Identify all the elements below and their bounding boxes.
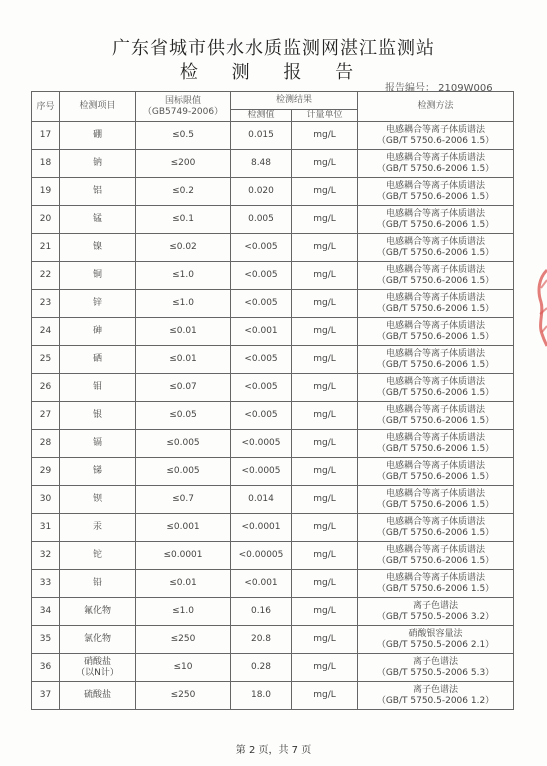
cell-method-standard: （GB/T 5750.6-2006 1.5） xyxy=(376,527,495,538)
cell-method-standard: （GB/T 5750.5-2006 5.3） xyxy=(376,667,495,678)
cell-method-name: 离子色谱法 xyxy=(413,656,459,667)
cell-limit: ≤250 xyxy=(136,626,231,654)
cell-seq: 21 xyxy=(32,234,60,262)
cell-value: 20.8 xyxy=(231,626,292,654)
table-row xyxy=(32,682,514,710)
cell-seq: 37 xyxy=(32,682,60,710)
cell-unit: mg/L xyxy=(292,290,358,318)
cell-limit: ≤0.01 xyxy=(136,570,231,598)
cell-item-name: 镍 xyxy=(92,242,102,252)
cell-limit: ≤0.001 xyxy=(136,514,231,542)
header-result: 检测结果 xyxy=(231,92,358,110)
cell-limit: ≤0.2 xyxy=(136,178,231,206)
cell-method xyxy=(358,346,514,374)
cell-value: <0.005 xyxy=(231,346,292,374)
table-row xyxy=(32,514,514,542)
cell-seq: 34 xyxy=(32,598,60,626)
cell-method-name: 电感耦合等离子体质谱法 xyxy=(386,236,486,247)
cell-method-name: 电感耦合等离子体质谱法 xyxy=(386,208,486,219)
cell-seq: 27 xyxy=(32,402,60,430)
cell-item-name: 银 xyxy=(92,410,102,420)
cell-method-standard: （GB/T 5750.6-2006 1.5） xyxy=(376,415,495,426)
cell-item-name: 铊 xyxy=(92,550,102,560)
cell-item xyxy=(60,290,136,318)
header-item: 检测项目 xyxy=(60,92,136,122)
cell-item-name: 铜 xyxy=(92,270,102,280)
cell-item-name: 钼 xyxy=(92,382,102,392)
cell-seq: 32 xyxy=(32,542,60,570)
cell-unit: mg/L xyxy=(292,514,358,542)
cell-value: <0.0005 xyxy=(231,458,292,486)
cell-item xyxy=(60,206,136,234)
cell-method-name: 电感耦合等离子体质谱法 xyxy=(386,348,486,359)
cell-unit: mg/L xyxy=(292,626,358,654)
cell-method-standard: （GB/T 5750.6-2006 1.5） xyxy=(376,191,495,202)
cell-method xyxy=(358,178,514,206)
cell-seq: 22 xyxy=(32,262,60,290)
cell-method-name: 电感耦合等离子体质谱法 xyxy=(386,180,486,191)
cell-method-name: 离子色谱法 xyxy=(413,600,459,611)
cell-seq: 33 xyxy=(32,570,60,598)
cell-item-name: 镉 xyxy=(92,438,102,448)
cell-item xyxy=(60,346,136,374)
cell-limit: ≤250 xyxy=(136,682,231,710)
cell-item xyxy=(60,486,136,514)
table-row xyxy=(32,598,514,626)
cell-item xyxy=(60,150,136,178)
cell-unit: mg/L xyxy=(292,402,358,430)
cell-value: <0.0005 xyxy=(231,430,292,458)
cell-value: 18.0 xyxy=(231,682,292,710)
cell-method-standard: （GB/T 5750.6-2006 1.5） xyxy=(376,275,495,286)
cell-item-name: 汞 xyxy=(92,522,102,532)
cell-unit: mg/L xyxy=(292,150,358,178)
cell-value: <0.0001 xyxy=(231,514,292,542)
cell-item-name: 铝 xyxy=(92,186,102,196)
results-table xyxy=(31,91,514,710)
cell-limit: ≤0.01 xyxy=(136,346,231,374)
cell-method-standard: （GB/T 5750.6-2006 1.5） xyxy=(376,303,495,314)
cell-method-standard: （GB/T 5750.6-2006 1.5） xyxy=(376,135,495,146)
organization-name: 广东省城市供水水质监测网湛江监测站 xyxy=(112,38,435,59)
report-number: 报告编号： 2109W006 xyxy=(385,83,493,94)
cell-method-name: 电感耦合等离子体质谱法 xyxy=(386,264,486,275)
header-limit xyxy=(136,92,231,122)
report-title: 检 测 报 告 xyxy=(179,62,368,83)
table-row xyxy=(32,262,514,290)
cell-item xyxy=(60,402,136,430)
cell-item-name: 砷 xyxy=(92,326,102,336)
table-row xyxy=(32,458,514,486)
cell-item xyxy=(60,318,136,346)
header-value: 检测值 xyxy=(231,110,292,122)
cell-seq: 26 xyxy=(32,374,60,402)
cell-method-name: 电感耦合等离子体质谱法 xyxy=(386,320,486,331)
table-row xyxy=(32,206,514,234)
cell-item-note: （以N计） xyxy=(76,667,119,678)
cell-item xyxy=(60,598,136,626)
cell-value: 0.28 xyxy=(231,654,292,682)
cell-limit: ≤1.0 xyxy=(136,598,231,626)
cell-unit: mg/L xyxy=(292,206,358,234)
cell-method-standard: （GB/T 5750.6-2006 1.5） xyxy=(376,219,495,230)
cell-unit: mg/L xyxy=(292,234,358,262)
cell-method-name: 电感耦合等离子体质谱法 xyxy=(386,516,486,527)
cell-method xyxy=(358,262,514,290)
cell-value: 0.015 xyxy=(231,122,292,150)
cell-value: <0.001 xyxy=(231,318,292,346)
cell-seq: 18 xyxy=(32,150,60,178)
cell-item-name: 硝酸盐 xyxy=(83,656,111,667)
cell-limit: ≤0.02 xyxy=(136,234,231,262)
cell-item xyxy=(60,682,136,710)
cell-item xyxy=(60,178,136,206)
cell-limit: ≤0.07 xyxy=(136,374,231,402)
cell-seq: 28 xyxy=(32,430,60,458)
cell-method-standard: （GB/T 5750.6-2006 1.5） xyxy=(376,583,495,594)
cell-item-name: 锑 xyxy=(92,466,102,476)
seal-stamp-edge xyxy=(533,268,547,348)
cell-method-name: 电感耦合等离子体质谱法 xyxy=(386,292,486,303)
cell-method-name: 电感耦合等离子体质谱法 xyxy=(386,124,486,135)
cell-item-name: 氟化物 xyxy=(83,606,111,616)
cell-method xyxy=(358,402,514,430)
cell-limit: ≤0.1 xyxy=(136,206,231,234)
table-row xyxy=(32,486,514,514)
cell-value: <0.005 xyxy=(231,402,292,430)
cell-value: <0.005 xyxy=(231,234,292,262)
cell-method xyxy=(358,486,514,514)
cell-seq: 24 xyxy=(32,318,60,346)
cell-item xyxy=(60,374,136,402)
cell-method xyxy=(358,626,514,654)
cell-item xyxy=(60,514,136,542)
cell-unit: mg/L xyxy=(292,458,358,486)
cell-value: 0.014 xyxy=(231,486,292,514)
cell-limit: ≤0.005 xyxy=(136,458,231,486)
cell-method xyxy=(358,682,514,710)
cell-unit: mg/L xyxy=(292,598,358,626)
cell-method-standard: （GB/T 5750.6-2006 1.5） xyxy=(376,555,495,566)
table-row xyxy=(32,402,514,430)
cell-item xyxy=(60,626,136,654)
cell-value: 0.16 xyxy=(231,598,292,626)
table-row xyxy=(32,430,514,458)
cell-limit: ≤1.0 xyxy=(136,290,231,318)
cell-method xyxy=(358,206,514,234)
cell-unit: mg/L xyxy=(292,318,358,346)
cell-unit: mg/L xyxy=(292,682,358,710)
cell-limit: ≤0.5 xyxy=(136,122,231,150)
table-row xyxy=(32,654,514,682)
cell-unit: mg/L xyxy=(292,122,358,150)
cell-item-name: 锰 xyxy=(92,214,102,224)
cell-method xyxy=(358,290,514,318)
cell-method xyxy=(358,598,514,626)
cell-limit: ≤1.0 xyxy=(136,262,231,290)
cell-method-name: 电感耦合等离子体质谱法 xyxy=(386,544,486,555)
cell-value: <0.005 xyxy=(231,262,292,290)
cell-method-name: 电感耦合等离子体质谱法 xyxy=(386,376,486,387)
cell-item-name: 硒 xyxy=(92,354,102,364)
cell-item-name: 硼 xyxy=(92,130,102,140)
cell-seq: 23 xyxy=(32,290,60,318)
cell-method-name: 电感耦合等离子体质谱法 xyxy=(386,488,486,499)
cell-method xyxy=(358,234,514,262)
cell-method xyxy=(358,542,514,570)
cell-seq: 19 xyxy=(32,178,60,206)
header-unit: 计量单位 xyxy=(292,110,358,122)
cell-unit: mg/L xyxy=(292,486,358,514)
cell-seq: 30 xyxy=(32,486,60,514)
cell-method-standard: （GB/T 5750.6-2006 1.5） xyxy=(376,443,495,454)
cell-method xyxy=(358,570,514,598)
cell-limit: ≤0.7 xyxy=(136,486,231,514)
cell-limit: ≤200 xyxy=(136,150,231,178)
cell-unit: mg/L xyxy=(292,654,358,682)
cell-seq: 17 xyxy=(32,122,60,150)
table-row xyxy=(32,318,514,346)
header-limit-bottom: （GB5749-2006） xyxy=(142,106,224,117)
cell-seq: 31 xyxy=(32,514,60,542)
cell-method-standard: （GB/T 5750.6-2006 1.5） xyxy=(376,471,495,482)
cell-unit: mg/L xyxy=(292,542,358,570)
table-row xyxy=(32,626,514,654)
cell-item xyxy=(60,430,136,458)
cell-method xyxy=(358,150,514,178)
cell-method-standard: （GB/T 5750.6-2006 1.5） xyxy=(376,331,495,342)
cell-method xyxy=(358,458,514,486)
cell-method-name: 电感耦合等离子体质谱法 xyxy=(386,152,486,163)
cell-method-standard: （GB/T 5750.5-2006 2.1） xyxy=(376,639,495,650)
cell-value: <0.001 xyxy=(231,570,292,598)
cell-value: 0.005 xyxy=(231,206,292,234)
cell-limit: ≤0.01 xyxy=(136,318,231,346)
cell-value: <0.005 xyxy=(231,290,292,318)
cell-item-name: 氯化物 xyxy=(83,634,111,644)
cell-method-standard: （GB/T 5750.6-2006 1.5） xyxy=(376,247,495,258)
cell-item-name: 锌 xyxy=(92,298,102,308)
cell-method-name: 电感耦合等离子体质谱法 xyxy=(386,404,486,415)
cell-method xyxy=(358,514,514,542)
header-seq: 序号 xyxy=(32,92,60,122)
cell-method-name: 电感耦合等离子体质谱法 xyxy=(386,572,486,583)
cell-seq: 29 xyxy=(32,458,60,486)
cell-item xyxy=(60,262,136,290)
cell-method-name: 电感耦合等离子体质谱法 xyxy=(386,432,486,443)
cell-method-name: 电感耦合等离子体质谱法 xyxy=(386,460,486,471)
cell-unit: mg/L xyxy=(292,374,358,402)
cell-item-name: 钡 xyxy=(92,494,102,504)
cell-method-standard: （GB/T 5750.5-2006 3.2） xyxy=(376,611,495,622)
cell-method-name: 离子色谱法 xyxy=(413,684,459,695)
table-row xyxy=(32,290,514,318)
header-limit-top: 国标限值 xyxy=(164,95,201,106)
cell-unit: mg/L xyxy=(292,570,358,598)
cell-method-standard: （GB/T 5750.5-2006 1.2） xyxy=(376,695,495,706)
cell-method-standard: （GB/T 5750.6-2006 1.5） xyxy=(376,499,495,510)
table-row xyxy=(32,570,514,598)
cell-method-standard: （GB/T 5750.6-2006 1.5） xyxy=(376,359,495,370)
cell-limit: ≤0.005 xyxy=(136,430,231,458)
table-row xyxy=(32,346,514,374)
cell-item xyxy=(60,570,136,598)
cell-item xyxy=(60,458,136,486)
cell-seq: 35 xyxy=(32,626,60,654)
cell-item-name: 钠 xyxy=(92,158,102,168)
cell-item xyxy=(60,122,136,150)
cell-item xyxy=(60,234,136,262)
cell-limit: ≤10 xyxy=(136,654,231,682)
cell-value: 8.48 xyxy=(231,150,292,178)
table-row xyxy=(32,234,514,262)
cell-method-name: 硝酸银容量法 xyxy=(408,628,463,639)
cell-method xyxy=(358,654,514,682)
page-footer: 第 2 页，共 7 页 xyxy=(235,745,312,756)
header-method: 检测方法 xyxy=(358,92,514,122)
table-row xyxy=(32,542,514,570)
cell-method xyxy=(358,318,514,346)
cell-limit: ≤0.05 xyxy=(136,402,231,430)
cell-unit: mg/L xyxy=(292,430,358,458)
cell-item-name: 铅 xyxy=(92,578,102,588)
cell-unit: mg/L xyxy=(292,346,358,374)
cell-seq: 25 xyxy=(32,346,60,374)
table-row xyxy=(32,374,514,402)
table-row xyxy=(32,150,514,178)
cell-method xyxy=(358,430,514,458)
cell-limit: ≤0.0001 xyxy=(136,542,231,570)
table-row xyxy=(32,178,514,206)
cell-method-standard: （GB/T 5750.6-2006 1.5） xyxy=(376,163,495,174)
cell-item xyxy=(60,654,136,682)
cell-method-standard: （GB/T 5750.6-2006 1.5） xyxy=(376,387,495,398)
cell-unit: mg/L xyxy=(292,262,358,290)
cell-seq: 36 xyxy=(32,654,60,682)
cell-value: <0.00005 xyxy=(231,542,292,570)
cell-item xyxy=(60,542,136,570)
cell-unit: mg/L xyxy=(292,178,358,206)
table-row xyxy=(32,122,514,150)
cell-method xyxy=(358,122,514,150)
cell-seq: 20 xyxy=(32,206,60,234)
cell-value: <0.005 xyxy=(231,374,292,402)
cell-method xyxy=(358,374,514,402)
cell-item-name: 硫酸盐 xyxy=(83,690,111,700)
cell-value: 0.020 xyxy=(231,178,292,206)
